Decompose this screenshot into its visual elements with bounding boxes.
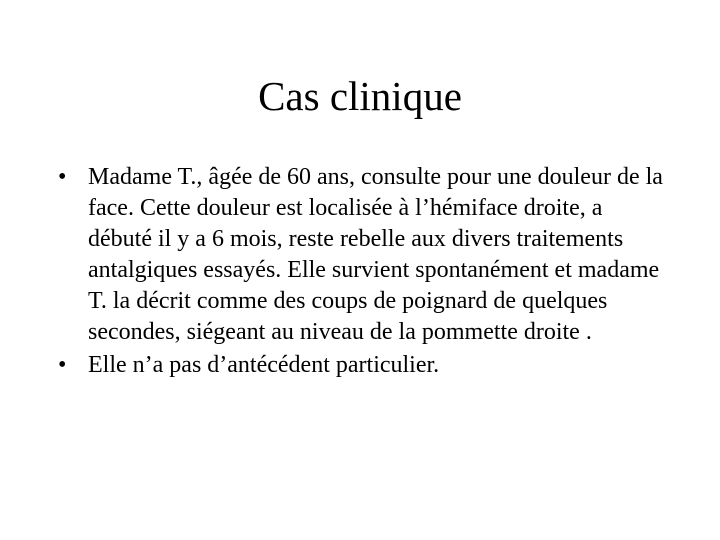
bullet-icon: • (58, 352, 67, 378)
bullet-text-history: Elle n’a pas d’antécédent particulier. (88, 352, 440, 378)
bullet-icon: • (58, 164, 67, 190)
slide-title: Cas clinique (258, 73, 462, 119)
bullet-text-case-description: Madame T., âgée de 60 ans, consulte pour une douleur de la face. Cette douleur est localisée à l’hémiface droite, a débuté il y a 6 mois, reste rebelle aux divers traitements antalgiques essayés. Elle survient spontanément et madame T. la décrit comme des coups de poignard de quelques secondes, siégeant au niveau de la pommette droite . (88, 164, 663, 345)
bullet-list (58, 162, 668, 383)
list-item (58, 350, 668, 381)
list-item (58, 162, 668, 348)
